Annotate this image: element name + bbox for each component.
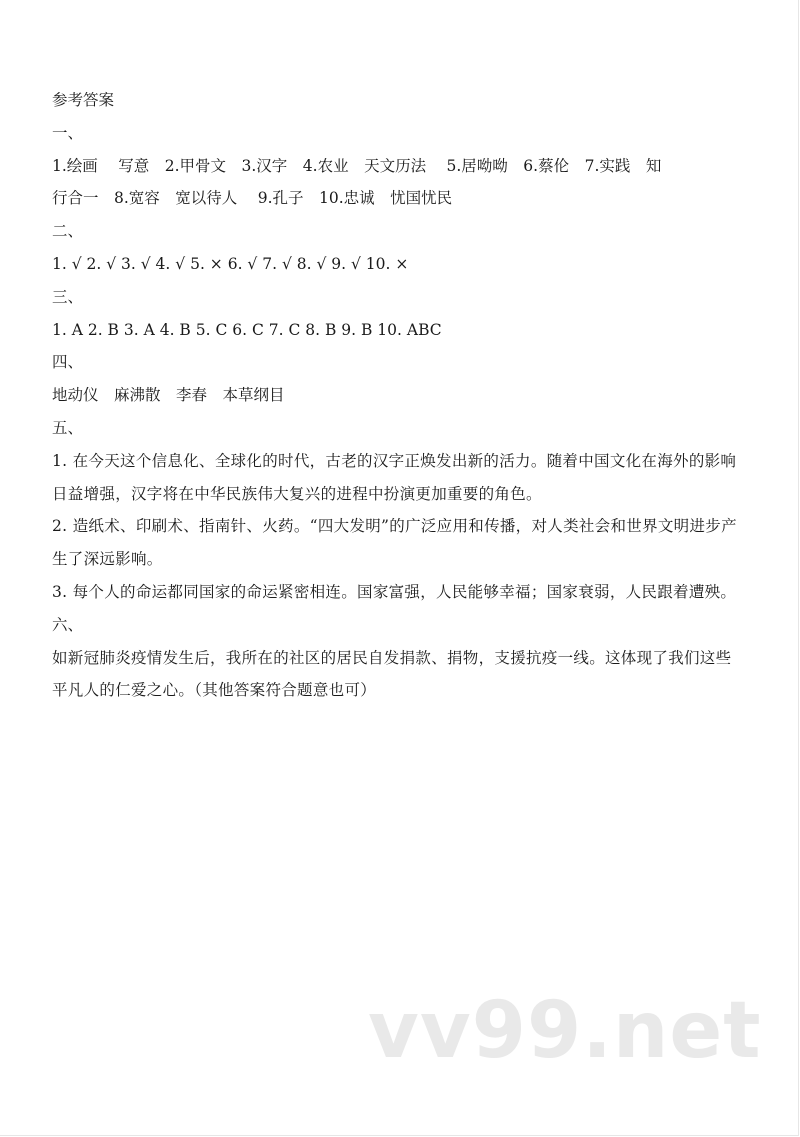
section1-line2: 行合一 8.宽容 宽以待人 9.孔子 10.忠诚 忧国忧民 (52, 189, 453, 208)
section5-item2: 2. 造纸术、印刷术、指南针、火药。“四大发明”的广泛应用和传播，对人类社会和世界文明进步产生了深远影响。 (52, 517, 737, 569)
section6-heading: 六、 (52, 615, 84, 634)
section2-line1: 1. √ 2. √ 3. √ 4. √ 5. × 6. √ 7. √ 8. √ 9. √ 10. × (52, 254, 409, 273)
section5-item1: 1. 在今天这个信息化、全球化的时代，古老的汉字正焕发出新的活力。随着中国文化在海外的影响日益增强，汉字将在中华民族伟大复兴的进程中扮演更加重要的角色。 (52, 451, 737, 503)
section1-line1: 1.绘画 写意 2.甲骨文 3.汉字 4.农业 天文历法 5.居呦呦 6.蔡伦 7.实践 知 (52, 156, 662, 175)
section5-item3: 3. 每个人的命运都同国家的命运紧密相连。国家富强，人民能够幸福；国家衰弱，人民跟着遭殃。 (52, 582, 737, 601)
section2-heading: 二、 (52, 222, 84, 241)
section5-heading: 五、 (52, 418, 84, 437)
section3-heading: 三、 (52, 287, 84, 306)
answer-document (52, 84, 742, 707)
section4-heading: 四、 (52, 353, 84, 372)
section6-item1: 如新冠肺炎疫情发生后，我所在的社区的居民自发捐款、捐物，支援抗疫一线。这体现了我们这些平凡人的仁爱之心。（其他答案符合题意也可） (52, 648, 732, 700)
doc-title: 参考答案 (52, 91, 115, 109)
section4-line1: 地动仪 麻沸散 李春 本草纲目 (52, 386, 285, 405)
section3-line1: 1. A 2. B 3. A 4. B 5. C 6. C 7. C 8. B 9. B 10. ABC (52, 320, 442, 339)
section1-heading: 一、 (52, 123, 84, 142)
watermark: vv99.net (368, 986, 762, 1076)
